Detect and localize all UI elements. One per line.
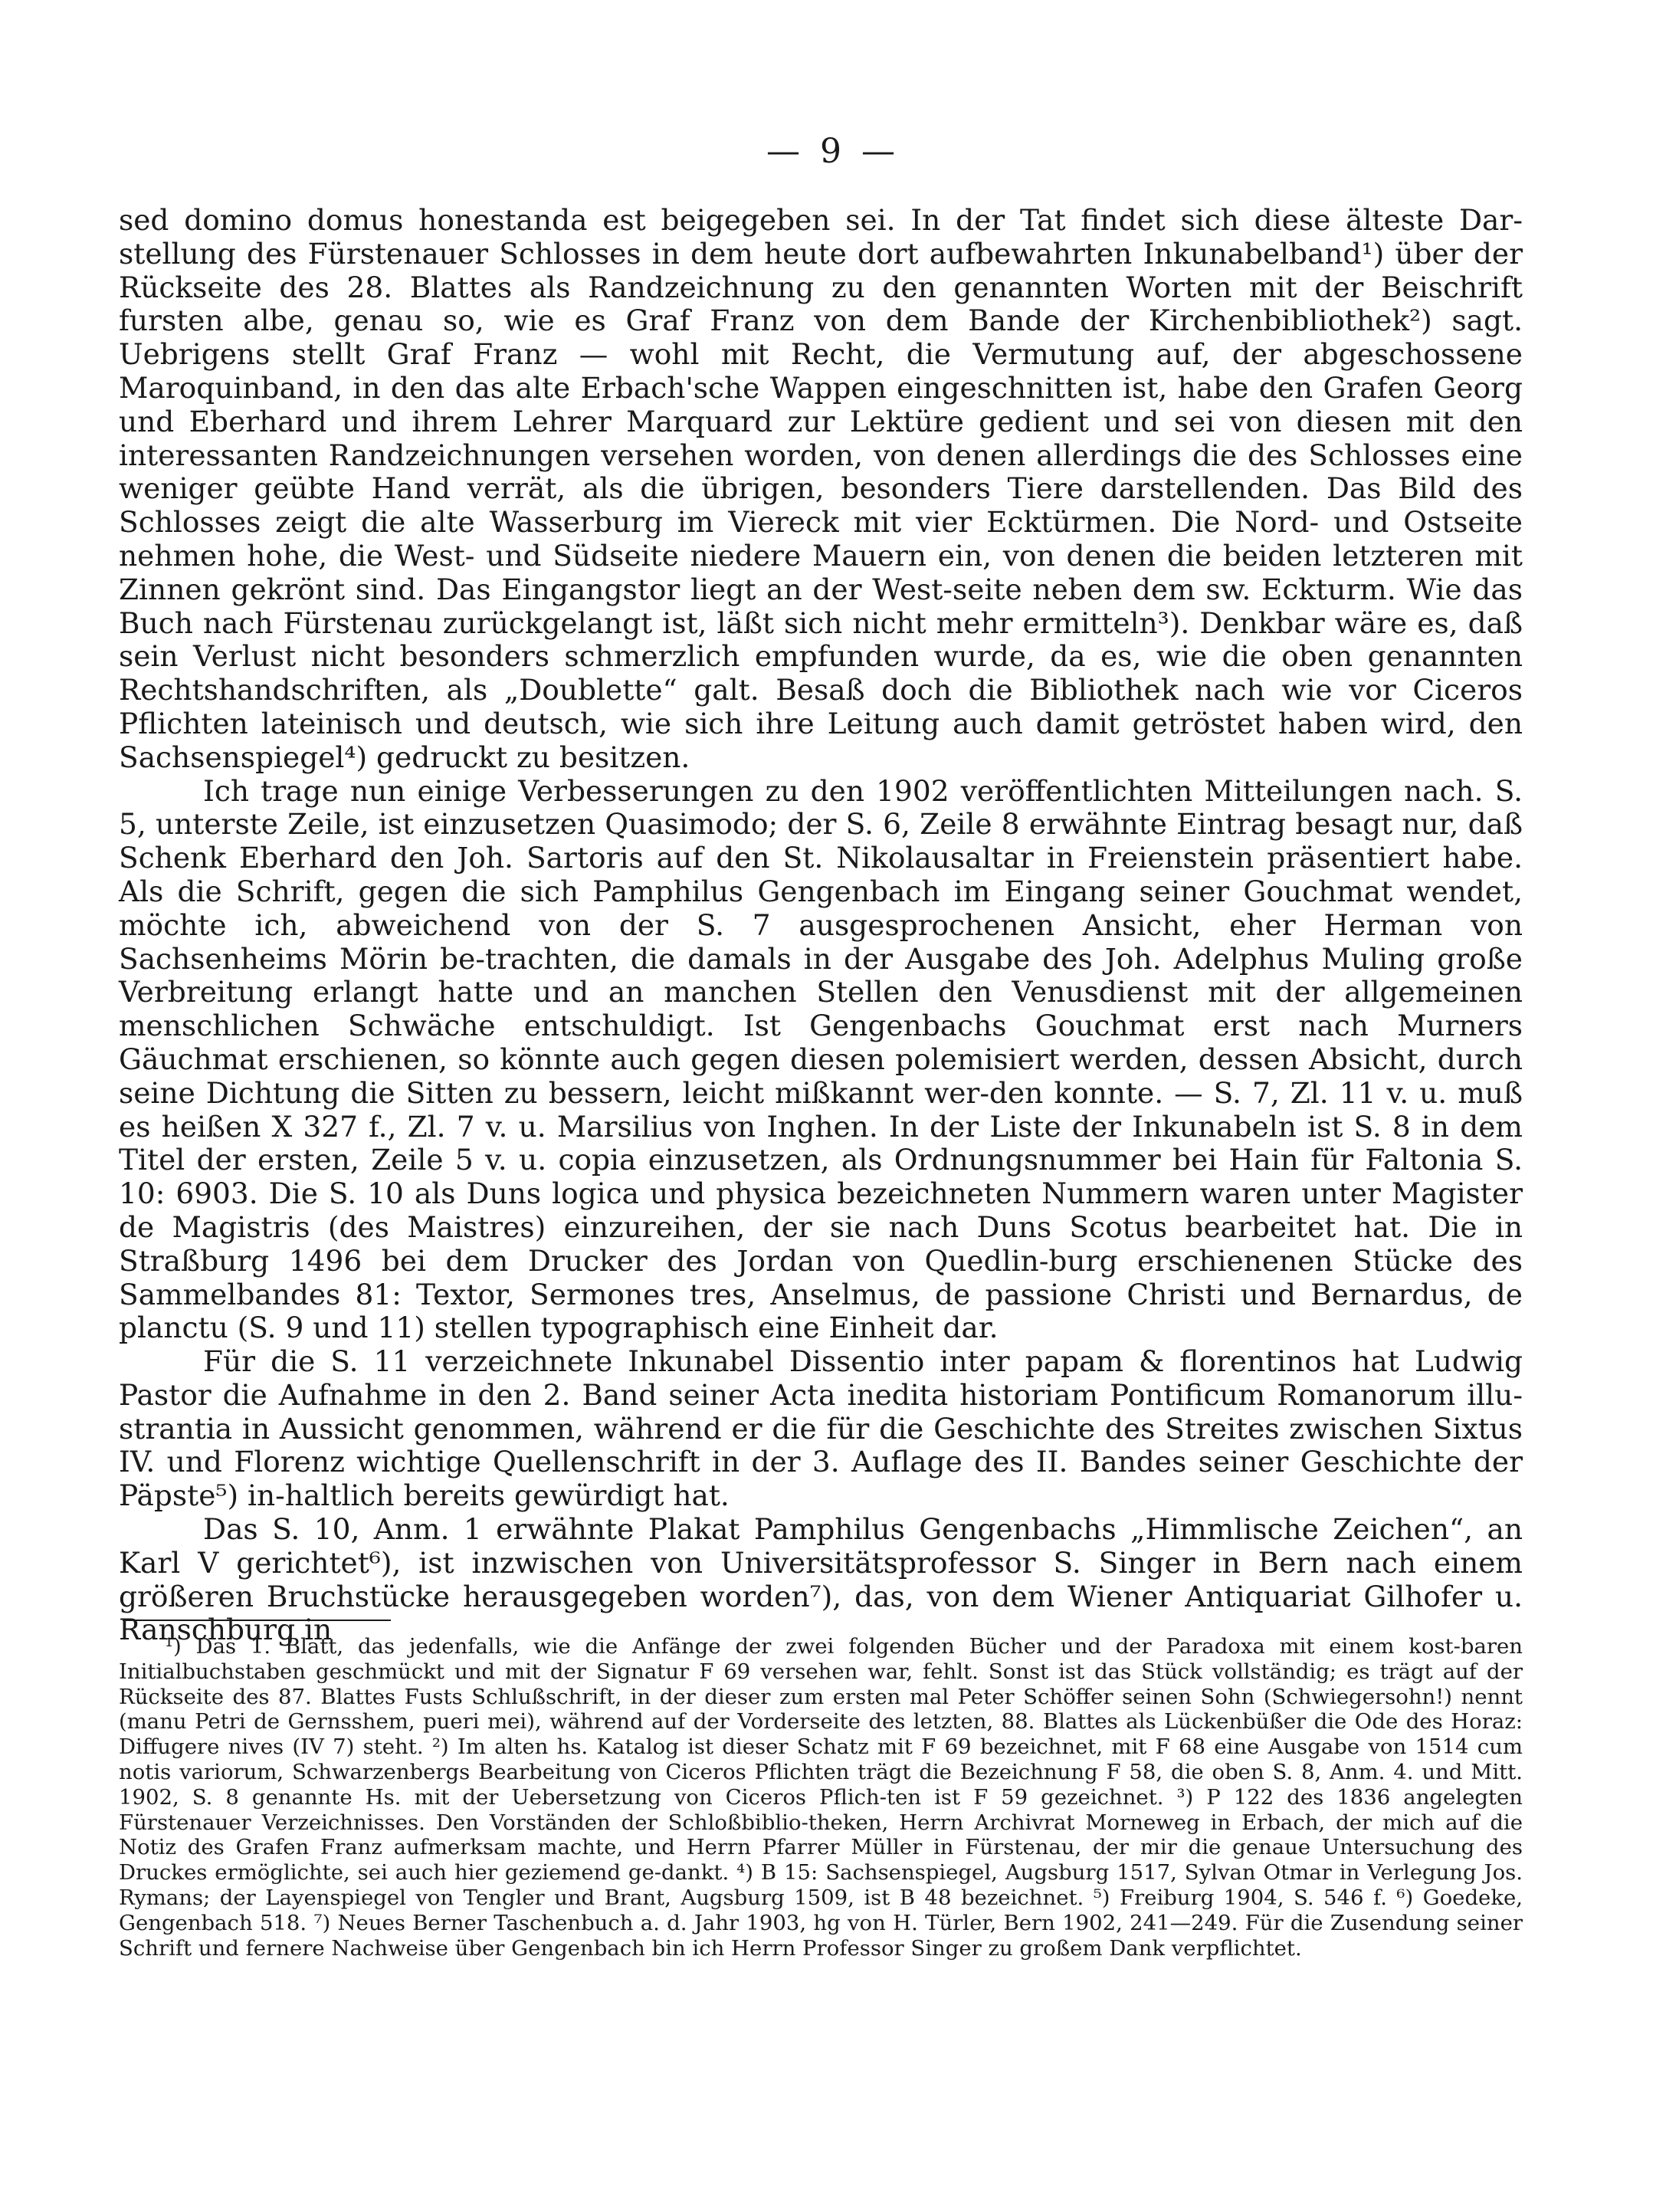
footnotes-text: ¹) Das 1. Blatt, das jedenfalls, wie die Anfänge der zwei folgenden Bücher und der Paradoxa mit einem kost-baren Initialbuchstaben geschmückt und mit der Signatur F 69 versehen war, fehlt. Sonst ist das Stück vollständig; es trägt auf der Rückseite des 87. Blattes Fusts Schlußschrift, in der dieser zum ersten mal Peter Schöffer seinen Sohn (Schwiegersohn!) nennt (manu Petri de Gernsshem, pueri mei), während auf der Vorderseite des letzten, 88. Blattes als Lückenbüßer die Ode des Horaz: Diffugere nives (IV 7) steht. ²) Im alten hs. Katalog ist dieser Schatz mit F 69 bezeichnet, mit F 68 eine Ausgabe von 1514 cum notis variorum, Schwarzenbergs Bearbeitung von Ciceros Pflichten trägt die Bezeichnung F 58, die oben S. 8, Anm. 4. und Mitt. 1902, S. 8 genannte Hs. mit der Uebersetzung von Ciceros Pflich-ten ist F 59 gezeichnet. ³) P 122 des 1836 angelegten Fürstenauer Verzeichnisses. Den Vorständen der Schloßbiblio-theken, Herrn Archivrat Morneweg in Erbach, der mich auf die Notiz des Grafen Franz aufmerksam machte, und Herrn Pfarrer Müller in Fürstenau, der mir die genaue Untersuchung des Druckes ermöglichte, sei auch hier geziemend ge-dankt. ⁴) B 15: Sachsenspiegel, Augsburg 1517, Sylvan Otmar in Verlegung Jos. Rymans; der Layenspiegel von Tengler und Brant, Augsburg 1509, ist B 48 bezeichnet. ⁵) Freiburg 1904, S. 546 f. ⁶) Goedeke, Gengenbach 518. ⁷) Neues Berner Taschenbuch a. d. Jahr 1903, hg von H. Türler, Bern 1902, 241—249. Für die Zusendung seiner Schrift und fernere Nachweise über Gengenbach bin ich Herrn Professor Singer zu großem Dank verpflichtet. — [119, 1634, 1523, 1961]
main-text — [119, 204, 1523, 1647]
paragraph-2: Ich trage nun einige Verbesserungen zu den 1902 veröffentlichten Mitteilungen nach. S. 5, unterste Zeile, ist einzusetzen Quasimodo; der S. 6, Zeile 8 erwähnte Eintrag besagt nur, daß Schenk Eberhard den Joh. Sartoris auf den St. Nikolausaltar in Freienstein präsentiert habe. Als die Schrift, gegen die sich Pamphilus Gengenbach im Eingang seiner Gouchmat wendet, möchte ich, abweichend von der S. 7 ausgesprochenen Ansicht, eher Herman von Sachsenheims Mörin be-trachten, die damals in der Ausgabe des Joh. Adelphus Muling große Verbreitung erlangt hatte und an manchen Stellen den Venusdienst mit der allgemeinen menschlichen Schwäche entschuldigt. Ist Gengenbachs Gouchmat erst nach Murners Gäuchmat erschienen, so könnte auch gegen diesen polemisiert werden, dessen Absicht, durch seine Dichtung die Sitten zu bessern, leicht mißkannt wer-den konnte. — S. 7, Zl. 11 v. u. muß es heißen X 327 f., Zl. 7 v. u. Marsilius von Inghen. In der Liste der Inkunabeln ist S. 8 in dem Titel der ersten, Zeile 5 v. u. copia einzusetzen, als Ordnungsnummer bei Hain für Faltonia S. 10: 6903. Die S. 10 als Duns logica und physica bezeichneten Nummern waren unter Magister de Magistris (des Maistres) einzureihen, der sie nach Duns Scotus bearbeitet hat. Die in Straßburg 1496 bei dem Drucker des Jordan von Quedlin-burg erschienenen Stücke des Sammelbandes 81: Textor, Sermones tres, Anselmus, de passione Christi und Bernardus, de planctu (S. 9 und 11) stellen typographisch eine Einheit dar. — [119, 773, 1523, 1345]
paragraph-1: sed domino domus honestanda est beigegeben sei. In der Tat findet sich diese älteste Dar-stellung des Fürstenauer Schlosses in dem heute dort aufbewahrten Inkunabelband¹) über der Rückseite des 28. Blattes als Randzeichnung zu den genannten Worten mit der Beischrift fursten albe, genau so, wie es Graf Franz von dem Bande der Kirchenbibliothek²) sagt. Uebrigens stellt Graf Franz — wohl mit Recht, die Vermutung auf, der abgeschossene Maroquinband, in den das alte Erbach'sche Wappen eingeschnitten ist, habe den Grafen Georg und Eberhard und ihrem Lehrer Marquard zur Lektüre gedient und sei von diesen mit den interessanten Randzeichnungen versehen worden, von denen allerdings die des Schlosses eine weniger geübte Hand verrät, als die übrigen, besonders Tiere darstellenden. Das Bild des Schlosses zeigt die alte Wasserburg im Viereck mit vier Ecktürmen. Die Nord- und Ostseite nehmen hohe, die West- und Südseite niedere Mauern ein, von denen die beiden letzteren mit Zinnen gekrönt sind. Das Eingangstor liegt an der West-seite neben dem sw. Eckturm. Wie das Buch nach Fürstenau zurückgelangt ist, läßt sich nicht mehr ermitteln³). Denkbar wäre es, daß sein Verlust nicht besonders schmerzlich empfunden wurde, da es, wie die oben genannten Rechtshandschriften, als „Doublette“ galt. Besaß doch die Bibliothek nach wie vor Ciceros Pflichten lateinisch und deutsch, wie sich ihre Leitung auch damit getröstet haben wird, den Sachsenspiegel⁴) gedruckt zu besitzen. — [119, 203, 1523, 774]
footnotes — [119, 1634, 1523, 1961]
paragraph-3: Für die S. 11 verzeichnete Inkunabel Dissentio inter papam & florentinos hat Ludwig Pastor die Aufnahme in den 2. Band seiner Acta inedita historiam Pontificum Romanorum illu-strantia in Aussicht genommen, während er die für die Geschichte des Streites zwischen Sixtus IV. und Florenz wichtige Quellenschrift in der 3. Auflage des II. Bandes seiner Geschichte der Päpste⁵) in-haltlich bereits gewürdigt hat. — [119, 1344, 1523, 1513]
paragraph-4: Das S. 10, Anm. 1 erwähnte Plakat Pamphilus Gengenbachs „Himmlische Zeichen“, an Karl V gerichtet⁶), ist inzwischen von Universitätsprofessor S. Singer in Bern nach einem größeren Bruchstücke herausgegeben worden⁷), das, von dem Wiener Antiquariat Gilhofer u. Ranschburg in — [119, 1512, 1523, 1647]
footnote-divider — [123, 1620, 391, 1621]
page-number: — 9 — — [766, 132, 900, 171]
